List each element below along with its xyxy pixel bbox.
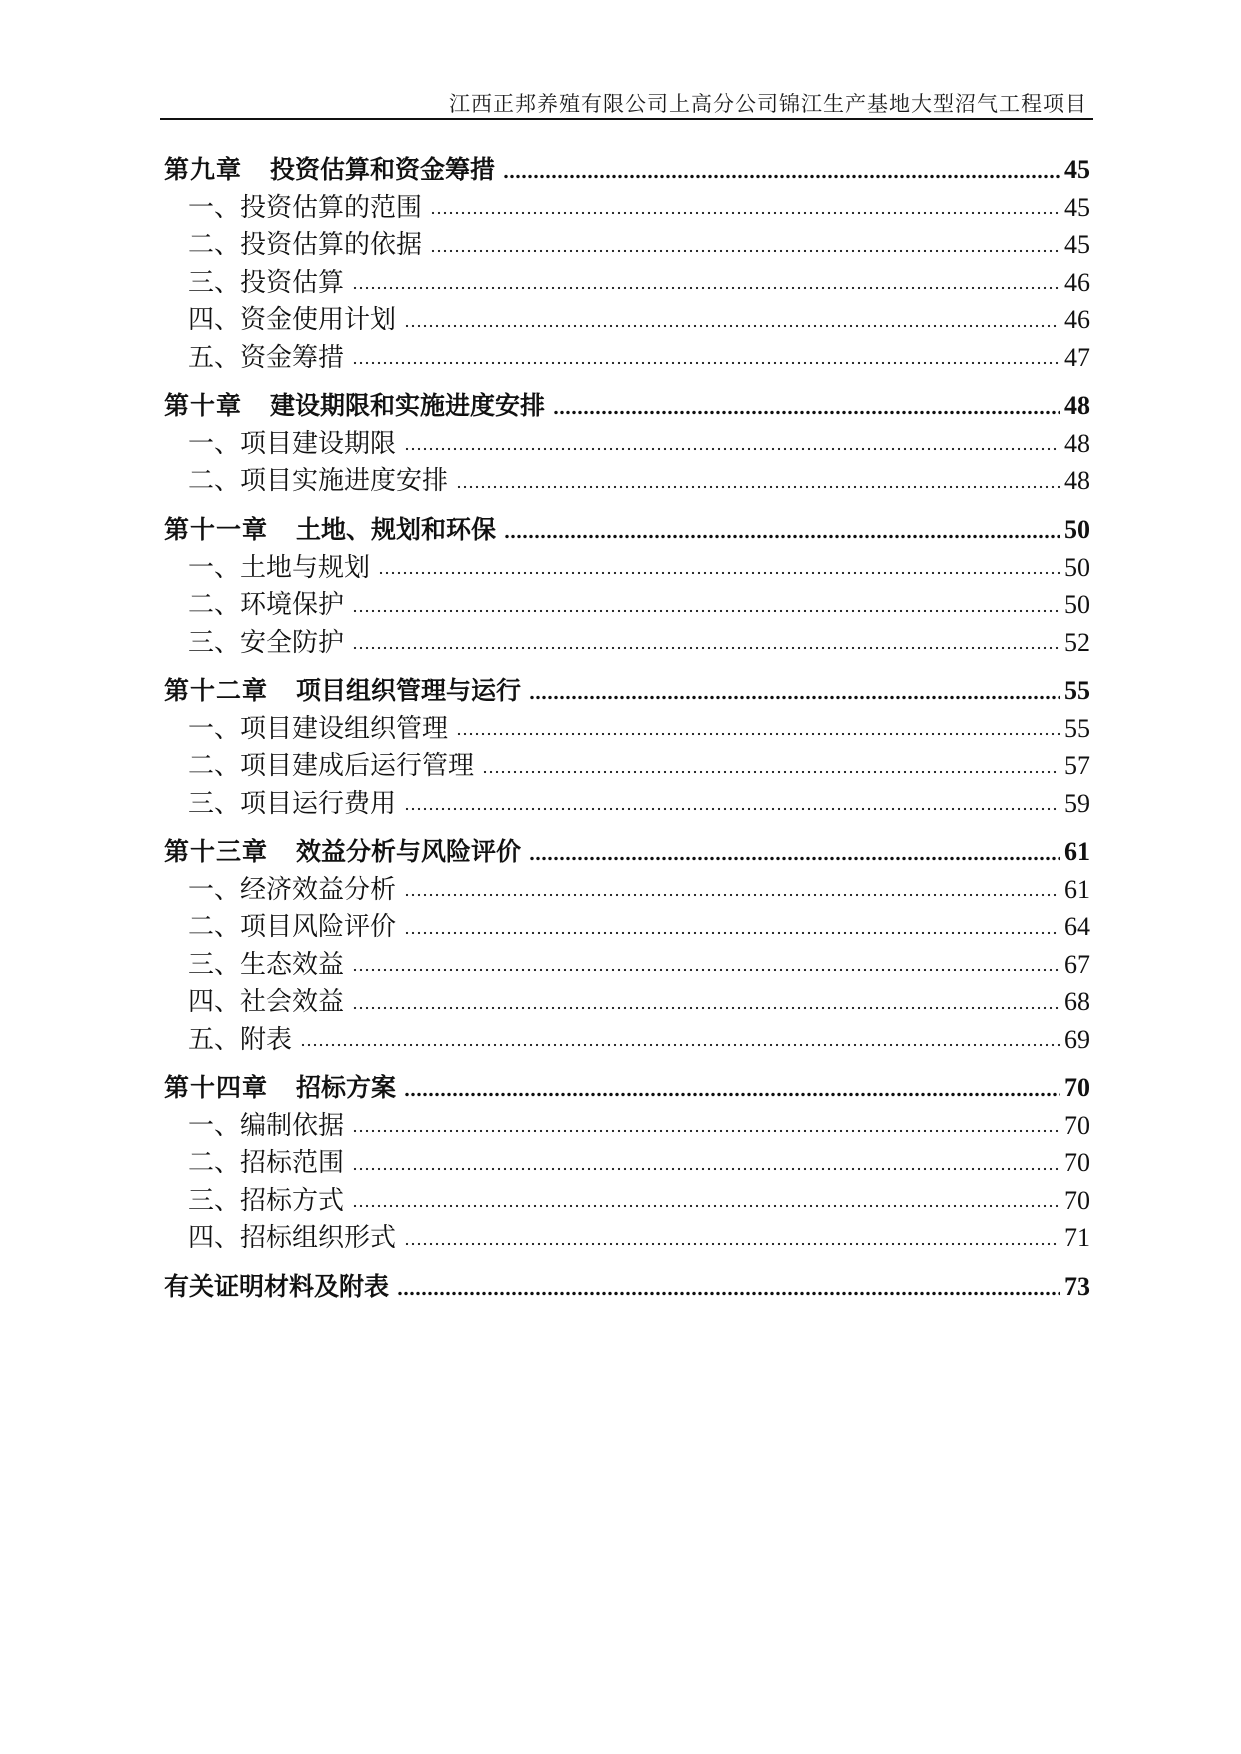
section-label: 二、环境保护	[188, 590, 345, 621]
dot-leader	[352, 1204, 1060, 1208]
section-page-number: 67	[1064, 949, 1090, 979]
chapter-page-number: 55	[1064, 675, 1090, 705]
section-page-number: 61	[1064, 875, 1090, 905]
toc-section[interactable]	[164, 1217, 1090, 1254]
dot-leader	[430, 249, 1060, 253]
section-page-number: 70	[1064, 1111, 1090, 1141]
section-label: 一、项目建设期限	[188, 428, 397, 459]
dot-leader	[352, 646, 1060, 650]
header-rule	[160, 118, 1093, 120]
section-page-number: 59	[1064, 788, 1090, 818]
toc-section[interactable]	[164, 460, 1090, 497]
section-label: 三、项目运行费用	[188, 788, 397, 819]
toc-appendix[interactable]	[164, 1267, 1090, 1304]
dot-leader	[430, 211, 1060, 215]
dot-leader	[352, 1129, 1060, 1133]
toc-section[interactable]	[164, 547, 1090, 584]
toc-chapter-12[interactable]	[164, 671, 1090, 708]
section-page-number: 48	[1064, 466, 1090, 496]
chapter-page-number: 50	[1064, 514, 1090, 544]
section-label: 三、生态效益	[188, 949, 345, 980]
toc-section[interactable]	[164, 1105, 1090, 1142]
section-label: 五、资金筹措	[188, 342, 345, 373]
dot-leader	[456, 732, 1060, 736]
dot-leader	[404, 1092, 1060, 1097]
toc-section[interactable]	[164, 262, 1090, 299]
section-label: 一、项目建设组织管理	[188, 713, 449, 744]
section-page-number: 71	[1064, 1223, 1090, 1253]
section-label: 四、招标组织形式	[188, 1223, 397, 1254]
chapter-label: 第十三章 效益分析与风险评价	[164, 837, 522, 867]
toc-chapter-13[interactable]	[164, 832, 1090, 869]
section-label: 一、编制依据	[188, 1111, 345, 1142]
chapter-page-number: 70	[1064, 1073, 1090, 1103]
toc-chapter-14[interactable]	[164, 1068, 1090, 1105]
dot-leader	[529, 695, 1060, 700]
section-page-number: 52	[1064, 627, 1090, 657]
toc-section[interactable]	[164, 337, 1090, 374]
section-label: 三、投资估算	[188, 267, 345, 298]
toc-chapter-11[interactable]	[164, 510, 1090, 547]
chapter-label: 第十章 建设期限和实施进度安排	[164, 390, 546, 420]
section-label: 二、项目风险评价	[188, 912, 397, 943]
toc-section[interactable]	[164, 783, 1090, 820]
section-label: 一、经济效益分析	[188, 875, 397, 906]
toc-section[interactable]	[164, 869, 1090, 906]
dot-leader	[404, 931, 1060, 935]
toc-section[interactable]	[164, 1019, 1090, 1056]
dot-leader	[529, 856, 1060, 861]
dot-leader	[404, 1242, 1060, 1246]
chapter-label: 第十一章 土地、规划和环保	[164, 514, 497, 544]
section-page-number: 64	[1064, 912, 1090, 942]
section-page-number: 70	[1064, 1185, 1090, 1215]
chapter-page-number: 48	[1064, 390, 1090, 420]
chapter-label: 第十四章 招标方案	[164, 1073, 397, 1103]
dot-leader	[404, 893, 1060, 897]
section-label: 三、招标方式	[188, 1185, 345, 1216]
dot-leader	[456, 485, 1060, 489]
dot-leader	[397, 1291, 1060, 1296]
toc-section[interactable]	[164, 187, 1090, 224]
section-page-number: 46	[1064, 305, 1090, 335]
chapter-page-number: 45	[1064, 155, 1090, 184]
section-label: 二、招标范围	[188, 1148, 345, 1179]
dot-leader	[404, 447, 1060, 451]
dot-leader	[352, 1006, 1060, 1010]
toc-section[interactable]	[164, 981, 1090, 1018]
dot-leader	[553, 410, 1060, 415]
dot-leader	[378, 571, 1060, 575]
toc-chapter-9[interactable]	[164, 150, 1090, 187]
toc-section[interactable]	[164, 745, 1090, 782]
section-page-number: 68	[1064, 987, 1090, 1017]
section-label: 一、土地与规划	[188, 552, 371, 583]
toc-section[interactable]	[164, 584, 1090, 621]
table-of-contents	[164, 150, 1090, 1304]
dot-leader	[404, 807, 1060, 811]
dot-leader	[352, 968, 1060, 972]
section-page-number: 50	[1064, 552, 1090, 582]
dot-leader	[352, 1167, 1060, 1171]
dot-leader	[352, 286, 1060, 290]
chapter-label: 第九章 投资估算和资金筹措	[164, 155, 496, 184]
toc-chapter-10[interactable]	[164, 386, 1090, 423]
toc-section[interactable]	[164, 423, 1090, 460]
toc-section[interactable]	[164, 622, 1090, 659]
toc-section[interactable]	[164, 224, 1090, 261]
section-label: 四、社会效益	[188, 987, 345, 1018]
chapter-label: 第十二章 项目组织管理与运行	[164, 675, 522, 705]
section-label: 二、项目建成后运行管理	[188, 751, 475, 782]
section-page-number: 48	[1064, 428, 1090, 458]
dot-leader	[404, 324, 1060, 328]
section-page-number: 69	[1064, 1024, 1090, 1054]
section-label: 五、附表	[188, 1024, 293, 1055]
dot-leader	[504, 534, 1060, 539]
toc-section[interactable]	[164, 1142, 1090, 1179]
dot-leader	[352, 361, 1060, 365]
appendix-page-number: 73	[1064, 1271, 1090, 1301]
section-page-number: 57	[1064, 751, 1090, 781]
section-page-number: 55	[1064, 713, 1090, 743]
dot-leader	[300, 1043, 1060, 1047]
toc-section[interactable]	[164, 1180, 1090, 1217]
chapter-page-number: 61	[1064, 837, 1090, 867]
section-label: 二、项目实施进度安排	[188, 466, 449, 497]
toc-section[interactable]	[164, 906, 1090, 943]
dot-leader	[503, 174, 1060, 179]
section-page-number: 45	[1064, 193, 1090, 222]
header-title: 江西正邦养殖有限公司上高分公司锦江生产基地大型沼气工程项目	[449, 92, 1087, 116]
running-header	[160, 86, 1093, 120]
section-page-number: 46	[1064, 267, 1090, 297]
section-page-number: 45	[1064, 230, 1090, 260]
dot-leader	[482, 770, 1060, 774]
appendix-label: 有关证明材料及附表	[164, 1271, 390, 1301]
dot-leader	[352, 609, 1060, 613]
section-page-number: 50	[1064, 590, 1090, 620]
section-label: 二、投资估算的依据	[188, 230, 423, 261]
toc-section[interactable]	[164, 299, 1090, 336]
toc-section[interactable]	[164, 708, 1090, 745]
section-page-number: 70	[1064, 1148, 1090, 1178]
section-page-number: 47	[1064, 342, 1090, 372]
toc-section[interactable]	[164, 944, 1090, 981]
section-label: 四、资金使用计划	[188, 305, 397, 336]
section-label: 三、安全防护	[188, 627, 345, 658]
section-label: 一、投资估算的范围	[188, 193, 423, 223]
